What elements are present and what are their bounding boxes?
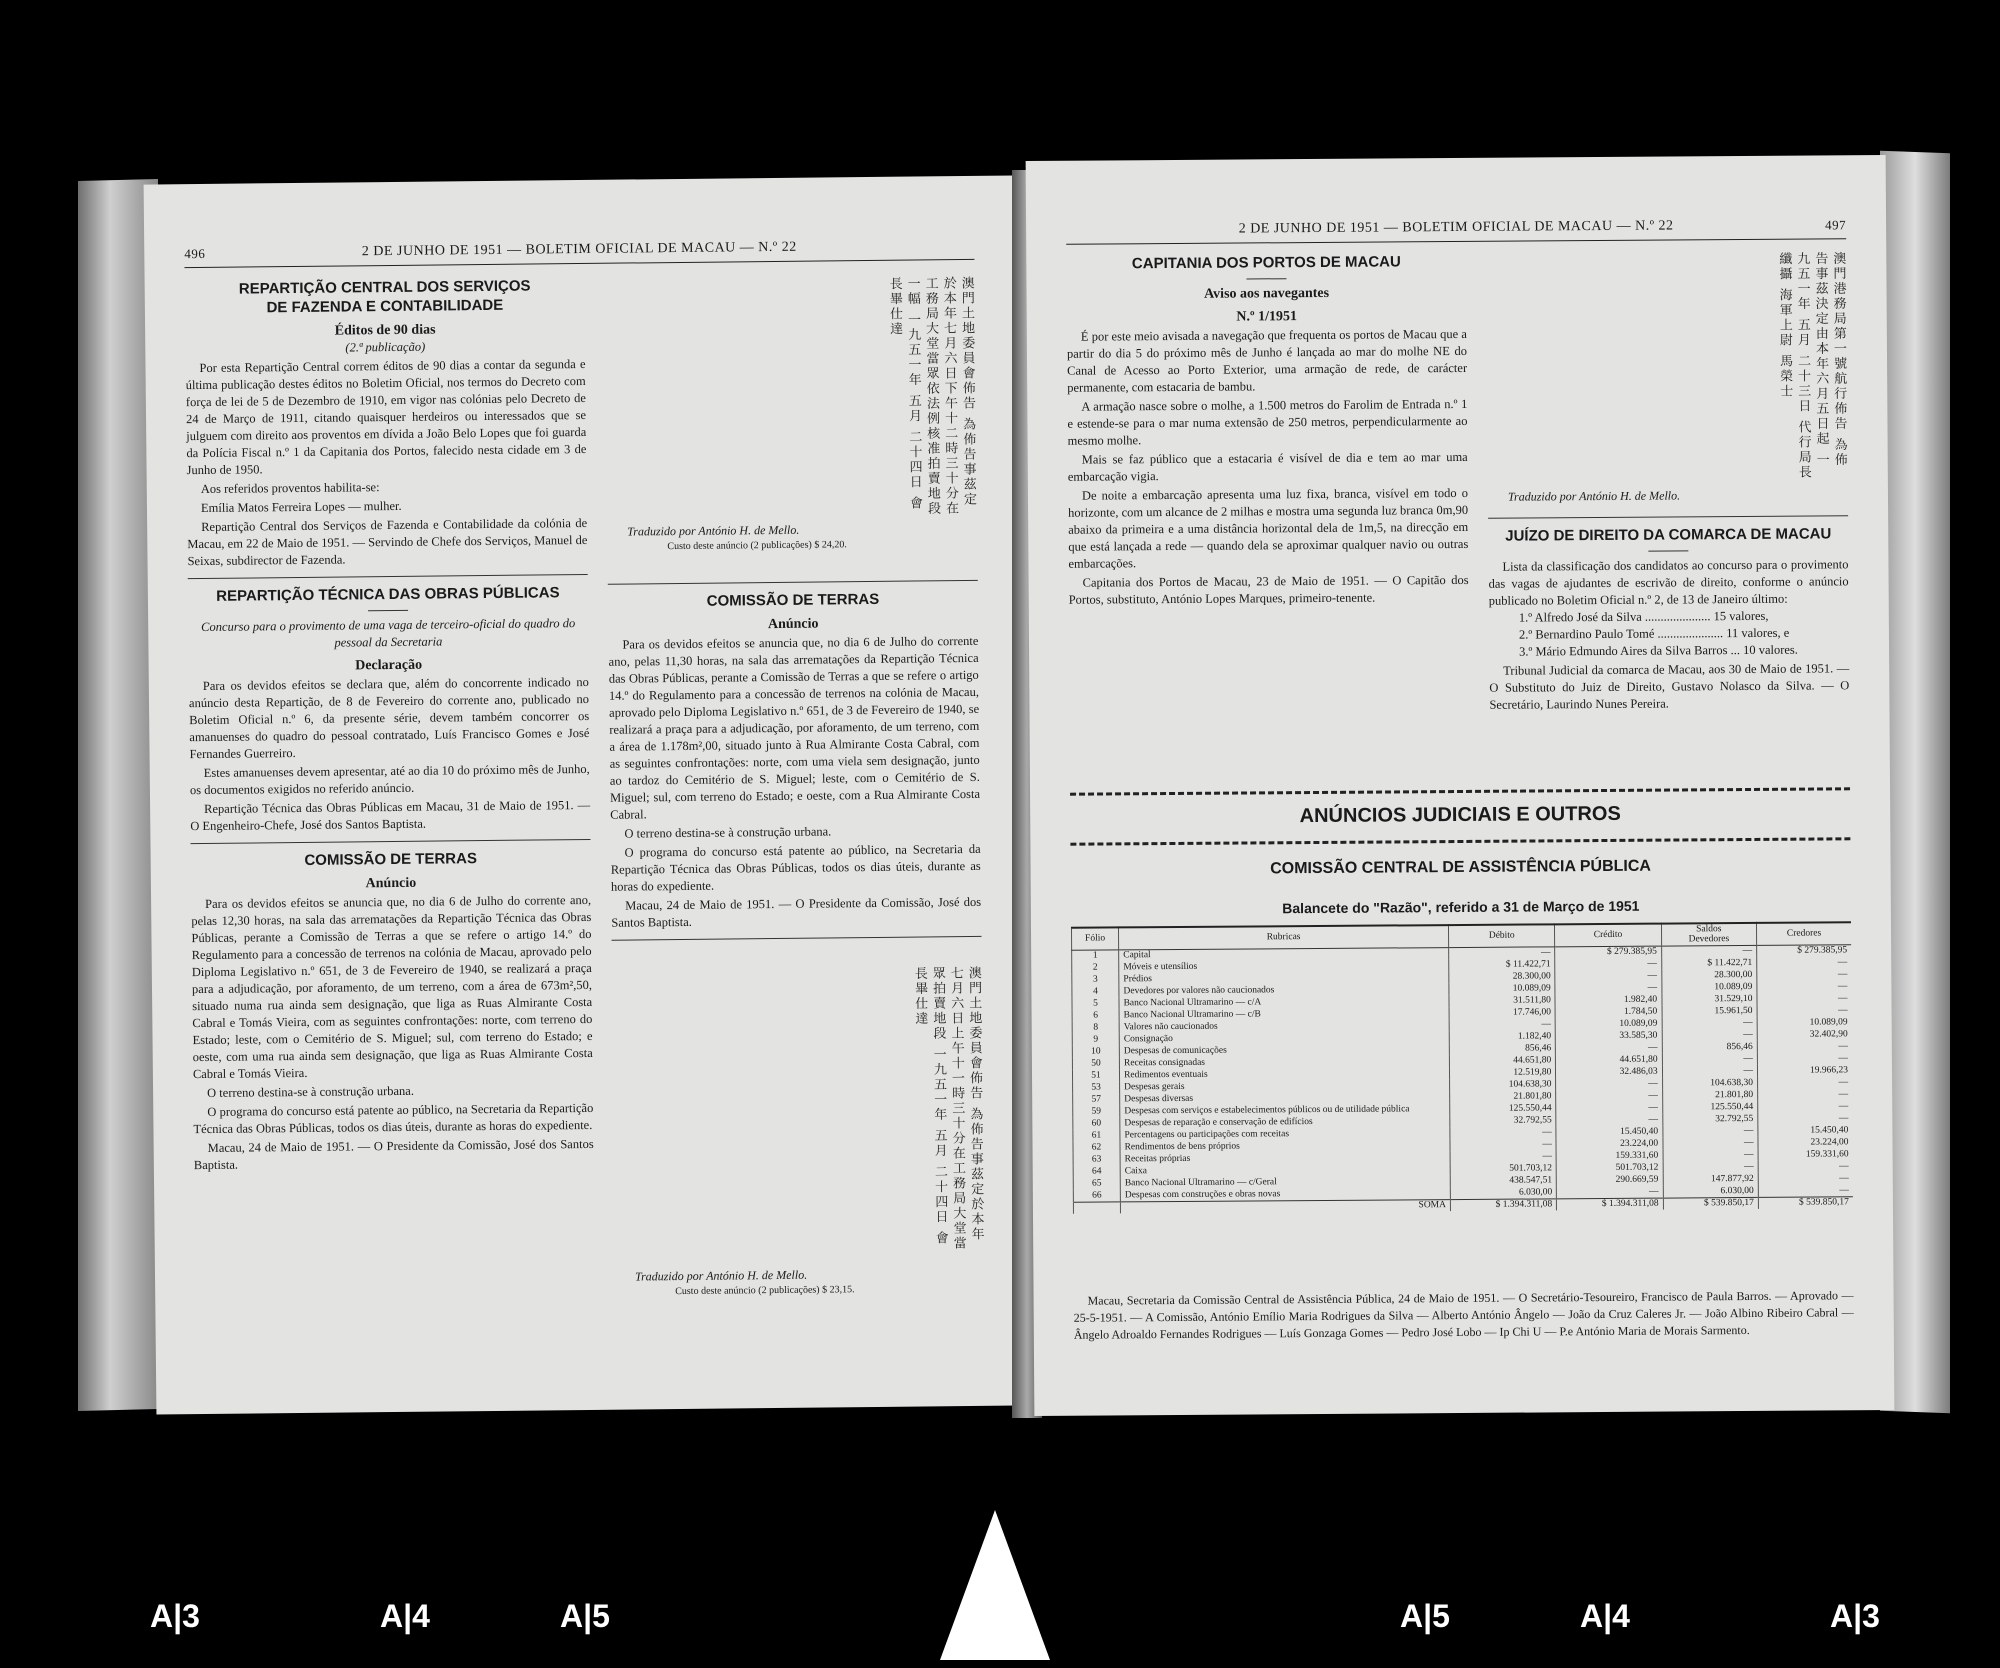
obras-para-3: Repartição Técnica das Obras Públicas em Macau, 31 de Maio de 1951. — O Engenheiro-Chefe, José dos Santos Baptista. xyxy=(190,797,591,834)
credito-cell: — xyxy=(1556,1090,1662,1103)
terras-a-para-2: O terreno destina-se à construção urbana. xyxy=(207,1083,415,1100)
capitania-para-4: De noite a embarcação apresenta uma luz fixa, branca, visível em todo o horizonte, com um alcance de 2 milhas e mostra uma segunda luz branca 0m,90 abaixo da primeira e a uma distância horizontal dela de 1m,5, na direcção em que está lançada a rede — quando dela se aproximar qualquer navio ou outras embarcações. xyxy=(1068,485,1469,571)
folio-cell: 61 xyxy=(1073,1129,1120,1141)
fazenda-para-1: Por esta Repartição Central correm éditos de 90 dias a contar da segunda e última publicação destes éditos no Boletim Oficial, nos termos do Decreto com força de lei de 5 de Dezembro de 1910, em vigor nas colónias pelo Decreto de 24 de Março de 1911, citando quaisquer herdeiros ou interessados que se julguem com direito aos proventos em dívida a João Belo Lopes que foi guarda da Polícia Fiscal n.º 1 da Capitania dos Portos, falecido nesta cidade em 3 de Junho de 1950. xyxy=(185,356,587,478)
debito-cell: 32.792,55 xyxy=(1450,1114,1556,1127)
debito-cell: — xyxy=(1449,946,1555,959)
credito-cell: — xyxy=(1556,1042,1662,1055)
debito-cell: 31.511,80 xyxy=(1449,994,1555,1007)
terras-b-para-3: O programa do concurso está patente ao público, na Secretaria da Repartição Técnica das Obras Públicas, todos os dias úteis, durante as horas do expediente. xyxy=(610,841,981,894)
fazenda-para-3: Emília Matos Ferreira Lopes — mulher. xyxy=(200,498,402,516)
devedores-cell: — xyxy=(1661,945,1756,958)
left-column-1 xyxy=(185,276,594,1174)
col-header-folio: Fólio xyxy=(1071,927,1118,949)
devedores-cell: 10.089,09 xyxy=(1662,981,1757,994)
devedores-cell: — xyxy=(1662,1029,1757,1042)
cjk-notice-bottom: 澳門土地委員會佈告 為佈告事茲定於本年七月六日上午十一時三十分在工務局大堂當眾拍賣地段 一九五一年 五月 二十四日 會長畢仕達 xyxy=(911,965,984,1252)
folio-cell: 53 xyxy=(1073,1081,1120,1093)
devedores-cell: 147.877,92 xyxy=(1663,1173,1758,1186)
rubrica-cell: Valores não caucionados xyxy=(1119,1019,1449,1033)
credito-cell: — xyxy=(1555,958,1661,971)
credores-cell: — xyxy=(1757,980,1852,993)
capitania-para-5: Capitania dos Portos de Macau, 23 de Maio de 1951. — O Capitão dos Portos, substituto, António Lopes Marques, primeiro-tenente. xyxy=(1068,572,1469,607)
credores-cell: $ 279.385,95 xyxy=(1757,944,1852,957)
obras-title: REPARTIÇÃO TÉCNICA DAS OBRAS PÚBLICAS xyxy=(216,584,560,605)
col-header-credito: Crédito xyxy=(1555,924,1661,947)
col-header-credores: Credores xyxy=(1756,922,1851,945)
folio-cell: 5 xyxy=(1072,997,1119,1009)
credito-cell: — xyxy=(1555,982,1661,995)
total-folio-cell xyxy=(1073,1201,1120,1213)
debito-cell: — xyxy=(1449,1018,1555,1031)
devedores-cell: — xyxy=(1662,1065,1757,1078)
debito-cell: 44.651,80 xyxy=(1449,1054,1555,1067)
rubrica-cell: Receitas próprias xyxy=(1120,1151,1450,1165)
devedores-cell: 28.300,00 xyxy=(1661,969,1756,982)
cjk-notice-top: 澳門土地委員會佈告 為佈告事茲定於本年七月六日下午十二時三十分在工務局大堂當眾依法例核准拍賣地段一幅 一九五一年 五月 二十四日 會長畢仕達 xyxy=(886,275,977,517)
folio-cell: 62 xyxy=(1073,1141,1120,1153)
divider xyxy=(188,574,588,579)
film-mark: A|3 xyxy=(1830,1598,1880,1634)
anuncios-title: ANÚNCIOS JUDICIAIS E OUTROS xyxy=(1299,802,1621,828)
folio-cell: 63 xyxy=(1073,1153,1120,1165)
fazenda-title-1: REPARTIÇÃO CENTRAL DOS SERVIÇOS xyxy=(238,277,531,298)
total-debito: $ 1.394.311,08 xyxy=(1450,1198,1556,1211)
devedores-label: Devedores xyxy=(1688,934,1730,945)
debito-cell: 1.182,40 xyxy=(1449,1030,1555,1043)
devedores-cell: — xyxy=(1662,1017,1757,1030)
credito-cell: 290.669,59 xyxy=(1557,1174,1663,1187)
credito-cell: 1.784,50 xyxy=(1555,1006,1661,1019)
divider xyxy=(368,610,408,611)
balancete-body xyxy=(1072,944,1853,1201)
fazenda-title-2: DE FAZENDA E CONTABILIDADE xyxy=(266,296,504,317)
credores-cell: 19.966,23 xyxy=(1757,1064,1852,1077)
divider xyxy=(1246,278,1286,279)
debito-cell: 10.089,09 xyxy=(1449,982,1555,995)
folio-cell: 6 xyxy=(1072,1009,1119,1021)
credores-cell: — xyxy=(1757,1052,1852,1065)
total-devedores: $ 539.850,17 xyxy=(1663,1197,1758,1210)
total-credito: $ 1.394.311,08 xyxy=(1557,1198,1663,1211)
rubrica-cell: Banco Nacional Ultramarino — c/B xyxy=(1119,1007,1449,1021)
film-mark: A|4 xyxy=(380,1598,430,1634)
fazenda-subtitle: Éditos de 90 dias xyxy=(334,322,436,339)
devedores-cell: $ 11.422,71 xyxy=(1661,957,1756,970)
debito-cell: 6.030,00 xyxy=(1450,1186,1556,1199)
folio-cell: 10 xyxy=(1072,1045,1119,1057)
assistencia-title: COMISSÃO CENTRAL DE ASSISTÊNCIA PÚBLICA xyxy=(1270,857,1652,878)
capitania-para-2: A armação nasce sobre o molhe, a 1.500 metros do Farolim de Entrada n.º 1 e estende-se para o mar numa extensão de 250 metros, perpendicularmente ao mesmo molhe. xyxy=(1067,396,1468,448)
credito-cell: — xyxy=(1557,1186,1663,1199)
balancete-table xyxy=(1071,921,1853,1213)
center-marker-triangle xyxy=(940,1510,1050,1660)
credito-cell: — xyxy=(1556,1078,1662,1091)
capitania-para-1: É por este meio avisada a navegação que frequenta os portos de Macau que a partir do dia 5 do próximo mês de Junho é lançada ao mar do molhe NE do Canal de Acesso ao Porto Exterior, uma armação de rede, de carácter permanente, com estacaria de bambu. xyxy=(1066,326,1468,395)
obras-para-2: Estes amanuenses devem apresentar, até ao dia 10 do próximo mês de Junho, os documentos exigidos no referido anúncio. xyxy=(189,761,590,798)
rubrica-cell: Despesas de comunicações xyxy=(1119,1043,1449,1057)
candidate-line: 3.º Mário Edmundo Aires da Silva Barros ... 10 valores. xyxy=(1519,642,1798,659)
rubrica-cell: Caixa xyxy=(1120,1163,1450,1177)
fazenda-para-4: Repartição Central dos Serviços de Fazenda e Contabilidade da colónia de Macau, em 22 de Maio de 1951. — Servindo de Chefe dos Serviços, Manuel de Seixas, subdirector de Fazenda. xyxy=(187,515,588,569)
debito-cell: — xyxy=(1450,1150,1556,1163)
credito-cell: $ 279.385,95 xyxy=(1555,946,1661,959)
credores-cell: — xyxy=(1757,968,1852,981)
col-header-debito: Débito xyxy=(1449,924,1555,947)
credores-cell: — xyxy=(1758,1184,1853,1197)
credores-cell: — xyxy=(1758,1088,1853,1101)
rubrica-cell: Banco Nacional Ultramarino — c/Geral xyxy=(1120,1175,1450,1189)
fazenda-subtitle-2: (2.ª publicação) xyxy=(345,339,426,355)
cjk-top-caption: Traduzido por António H. de Mello. xyxy=(627,522,800,539)
devedores-cell: — xyxy=(1663,1161,1758,1174)
film-mark: A|5 xyxy=(560,1598,610,1634)
credores-cell: — xyxy=(1757,1004,1852,1017)
capitania-title: CAPITANIA DOS PORTOS DE MACAU xyxy=(1131,253,1401,273)
film-mark: A|3 xyxy=(150,1598,200,1634)
credito-cell: 1.982,40 xyxy=(1555,994,1661,1007)
devedores-cell: 104.638,30 xyxy=(1662,1077,1757,1090)
page-number-left: 496 xyxy=(184,245,206,262)
film-mark: A|5 xyxy=(1400,1598,1450,1634)
devedores-cell: 856,46 xyxy=(1662,1041,1757,1054)
folio-cell: 65 xyxy=(1073,1177,1120,1189)
rubrica-cell: Despesas diversas xyxy=(1120,1091,1450,1105)
devedores-cell: 15.961,50 xyxy=(1662,1005,1757,1018)
capitania-number: N.º 1/1951 xyxy=(1236,309,1298,325)
cjk-bottom-caption: Traduzido por António H. de Mello. xyxy=(634,1267,808,1284)
folio-cell: 4 xyxy=(1072,985,1119,997)
juizo-title: JUÍZO DE DIREITO DA COMARCA DE MACAU xyxy=(1505,525,1832,545)
divider xyxy=(612,936,982,941)
cjk-navigation-notice: 澳門港務局第一號航行佈告 為佈告事茲決定由本年六月五日起 一九五一年 五月 二十三日 代行局長 纖攝 海軍上尉 馬榮士 xyxy=(1776,251,1847,481)
rubrica-cell: Despesas com serviços e estabelecimentos públicos ou de utilidade pública xyxy=(1120,1103,1450,1117)
devedores-cell: — xyxy=(1663,1137,1758,1150)
credores-cell: — xyxy=(1758,1112,1853,1125)
fazenda-para-2: Aos referidos proventos habilita-se: xyxy=(200,480,380,497)
credito-cell: — xyxy=(1556,1114,1662,1127)
saldos-label: Saldos xyxy=(1696,924,1722,935)
debito-cell: — xyxy=(1450,1126,1556,1139)
divider xyxy=(1648,550,1688,551)
debito-cell: $ 11.422,71 xyxy=(1449,958,1555,971)
left-column-2 xyxy=(608,572,982,949)
capitania-heading: Aviso aos navegantes xyxy=(1204,285,1330,302)
devedores-cell: 21.801,80 xyxy=(1662,1089,1757,1102)
credores-cell: — xyxy=(1757,1076,1852,1089)
rubrica-cell: Móveis e utensílios xyxy=(1119,959,1449,973)
rubrica-cell: Percentagens ou participações com receitas xyxy=(1120,1127,1450,1141)
credores-cell: 10.089,09 xyxy=(1757,1016,1852,1029)
running-head-right xyxy=(1066,217,1846,244)
divider xyxy=(190,839,590,844)
terras-a-para-4: Macau, 24 de Maio de 1951. — O Presidente da Comissão, José dos Santos Baptista. xyxy=(193,1136,594,1173)
terras-b-heading: Anúncio xyxy=(767,616,819,633)
rubrica-cell: Banco Nacional Ultramarino — c/A xyxy=(1119,995,1449,1009)
right-page xyxy=(1026,155,1895,1416)
right-column-1 xyxy=(1066,252,1468,609)
divider xyxy=(1488,515,1848,519)
devedores-cell: — xyxy=(1663,1149,1758,1162)
folio-cell: 59 xyxy=(1073,1105,1120,1117)
debito-cell: 856,46 xyxy=(1449,1042,1555,1055)
total-label: SOMA xyxy=(1120,1199,1450,1213)
cjk-bottom-cost: Custo deste anúncio (2 publicações) $ 23,15. xyxy=(675,1284,855,1298)
rubrica-cell: Redimentos eventuais xyxy=(1120,1067,1450,1081)
rubrica-cell: Consignação xyxy=(1119,1031,1449,1045)
credito-cell: 44.651,80 xyxy=(1556,1054,1662,1067)
credores-cell: 15.450,40 xyxy=(1758,1124,1853,1137)
debito-cell: — xyxy=(1450,1138,1556,1151)
running-head-text-left: 2 DE JUNHO DE 1951 — BOLETIM OFICIAL DE MACAU — N.º 22 xyxy=(361,239,797,260)
devedores-cell: 125.550,44 xyxy=(1662,1101,1757,1114)
cjk-top-cost: Custo deste anúncio (2 publicações) $ 24,20. xyxy=(667,539,847,553)
divider xyxy=(608,580,978,585)
dashed-rule-top xyxy=(1070,787,1850,795)
terras-a-heading: Anúncio xyxy=(365,875,417,892)
devedores-cell: 32.792,55 xyxy=(1662,1113,1757,1126)
credores-cell: — xyxy=(1757,956,1852,969)
credores-cell: — xyxy=(1758,1160,1853,1173)
folio-cell: 1 xyxy=(1072,949,1119,961)
folio-cell: 9 xyxy=(1072,1033,1119,1045)
credores-cell: 23.224,00 xyxy=(1758,1136,1853,1149)
terras-b-para-4: Macau, 24 de Maio de 1951. — O Presidente da Comissão, José dos Santos Baptista. xyxy=(611,894,982,930)
col-header-rubricas: Rubricas xyxy=(1119,925,1449,949)
credores-cell: — xyxy=(1758,1100,1853,1113)
devedores-cell: 6.030,00 xyxy=(1663,1185,1758,1198)
credito-cell: 15.450,40 xyxy=(1556,1126,1662,1139)
rubrica-cell: Devedores por valores não caucionados xyxy=(1119,983,1449,997)
balancete-title: Balancete do "Razão", referido a 31 de Março de 1951 xyxy=(1282,897,1640,917)
film-mark: A|4 xyxy=(1580,1598,1630,1634)
folio-cell: 3 xyxy=(1072,973,1119,985)
debito-cell: 104.638,30 xyxy=(1450,1078,1556,1091)
debito-cell: 17.746,00 xyxy=(1449,1006,1555,1019)
page-number-right: 497 xyxy=(1825,217,1847,233)
rubrica-cell: Despesas gerais xyxy=(1120,1079,1450,1093)
running-head-left xyxy=(184,238,974,268)
rubrica-cell: Capital xyxy=(1119,947,1449,961)
terras-b-para-1: Para os devidos efeitos se anuncia que, no dia 6 de Julho do corrente ano, pelas 11,30 horas, na sala das arrematações da Repartição Técnica das Obras Públicas, perante a Comissão de Terras a que se refere o artigo 14.º do Regulamento para a concessão de terrenos na colónia de Macau, aprovado pelo Diploma Legislativo n.º 651, de 3 de Fevereiro de 1940, se realizará a praça para a adjudicação, por aforamento, de um terreno, com a área de 1.178m²,00, situado junto à Rua Almirante Costa Cabral, com as seguintes confrontações: norte, com uma viela sem designação, junto ao tardoz do Cemitério de S. Miguel; leste, com o Cemitério de S. Miguel; sul, com terreno do Estado; e oeste, com a Rua Almirante Costa Cabral. xyxy=(608,633,981,822)
credito-cell: 23.224,00 xyxy=(1556,1138,1662,1151)
credores-cell: — xyxy=(1757,1040,1852,1053)
rubrica-cell: Despesas com construções e obras novas xyxy=(1120,1187,1450,1201)
credito-cell: 159.331,60 xyxy=(1556,1150,1662,1163)
juizo-para-1: Lista da classificação dos candidatos ao concurso para o provimento das vagas de ajudantes de escrivão de direito, conforme o anúncio publicado no Boletim Oficial n.º 2, de 13 de Janeiro último: xyxy=(1488,557,1849,608)
running-head-text-right: 2 DE JUNHO DE 1951 — BOLETIM OFICIAL DE MACAU — N.º 22 xyxy=(1238,218,1674,237)
folio-cell: 64 xyxy=(1073,1165,1120,1177)
folio-cell: 51 xyxy=(1072,1069,1119,1081)
right-column-2 xyxy=(1488,507,1849,714)
credito-cell: — xyxy=(1556,1102,1662,1115)
credito-cell: 501.703,12 xyxy=(1556,1162,1662,1175)
credores-cell: 32.402,90 xyxy=(1757,1028,1852,1041)
rubrica-cell: Rendimentos de bens próprios xyxy=(1120,1139,1450,1153)
folio-cell: 66 xyxy=(1073,1189,1120,1201)
assistencia-closing: Macau, Secretaria da Comissão Central de Assistência Pública, 24 de Maio de 1951. — O Secretário-Tesoureiro, Francisco de Paula Barros. — Aprovado — 25-5-1951. — A Comissão, António Emílio Maria Rodrigues da Silva — Alberto António Ângelo — João da Cruz Caleres Jr. — João Albino Ribeiro Cabral — Ângelo Adroaldo Fernandes Rodrigues — Luís Gonzaga Gomes — Pedro José Lobo — Ip Chi U — P.e António Maria de Morais Sarmento. xyxy=(1073,1288,1854,1342)
credito-cell: 10.089,09 xyxy=(1555,1018,1661,1031)
folio-cell: 50 xyxy=(1072,1057,1119,1069)
candidate-line: 1.º Alfredo José da Silva ..................... 15 valores, xyxy=(1518,608,1769,625)
devedores-cell: — xyxy=(1662,1053,1757,1066)
debito-cell: 438.547,51 xyxy=(1450,1174,1556,1187)
left-page xyxy=(144,175,1027,1414)
rubrica-cell: Prédios xyxy=(1119,971,1449,985)
candidate-line: 2.º Bernardino Paulo Tomé ..................... 11 valores, e xyxy=(1518,625,1790,642)
debito-cell: 125.550,44 xyxy=(1450,1102,1556,1115)
devedores-cell: 31.529,10 xyxy=(1662,993,1757,1006)
terras-b-para-2: O terreno destina-se à construção urbana. xyxy=(624,824,832,841)
folio-cell: 8 xyxy=(1072,1021,1119,1033)
cjk-navigation-caption: Traduzido por António H. de Mello. xyxy=(1507,488,1681,504)
capitania-para-3: Mais se faz público que a estacaria é visível de dia e tem ao mar uma embarcação vigia. xyxy=(1067,449,1468,484)
credores-cell: 159.331,60 xyxy=(1758,1148,1853,1161)
obras-subtitle: Concurso para o provimento de uma vaga de terceiro-oficial do quadro do pessoal da Secretaria xyxy=(201,616,576,650)
rubrica-cell: Despesas de reparação e conservação de edifícios xyxy=(1120,1115,1450,1129)
total-credores: $ 539.850,17 xyxy=(1758,1196,1853,1209)
folio-cell: 60 xyxy=(1073,1117,1120,1129)
folio-cell: 57 xyxy=(1073,1093,1120,1105)
dashed-rule-bottom xyxy=(1070,837,1850,845)
juizo-para-2: Tribunal Judicial da comarca de Macau, aos 30 de Maio de 1951. — O Substituto do Juiz de Direito, Gustavo Nolasco da Silva. — O Secretário, Laurindo Nunes Pereira. xyxy=(1489,661,1850,712)
rubrica-cell: Receitas consignadas xyxy=(1119,1055,1449,1069)
terras-a-para-3: O programa do concurso está patente ao público, na Secretaria da Repartição Técnica das Obras Públicas, todos os dias úteis, durante as horas do expediente. xyxy=(193,1100,594,1137)
debito-cell: 28.300,00 xyxy=(1449,970,1555,983)
credito-cell: — xyxy=(1555,970,1661,983)
col-header-devedores xyxy=(1661,923,1756,946)
credito-cell: 33.585,30 xyxy=(1556,1030,1662,1043)
debito-cell: 21.801,80 xyxy=(1450,1090,1556,1103)
credito-cell: 32.486,03 xyxy=(1556,1066,1662,1079)
debito-cell: 501.703,12 xyxy=(1450,1162,1556,1175)
obras-heading: Declaração xyxy=(355,657,423,674)
debito-cell: 12.519,80 xyxy=(1450,1066,1556,1079)
obras-para-1: Para os devidos efeitos se declara que, além do concorrente indicado no anúncio desta Repartição, de 8 de Fevereiro do corrente ano, publicado no Boletim Oficial n.º 6, da presente série, devem também concorrer os amanuenses do quadro do pessoal contratado, Luís Francisco Gomes e José Fernandes Guerreiro. xyxy=(188,674,590,762)
terras-a-para-1: Para os devidos efeitos se anuncia que, no dia 6 de Julho do corrente ano, pelas 12,30 horas, na sala das arrematações da Repartição Técnica das Obras Públicas, perante a Comissão de Terras a que se refere o artigo 14.º do Regulamento para a concessão de terrenos na colónia de Macau, aprovado pelo Diploma Legislativo n.º 651, de 3 de Fevereiro de 1940, se realizará a praça para a adjudicação, por aforamento, de um terreno, com a área de 673m²,50, situado numa rua ainda sem designação, que liga as Ruas Almirante Costa Cabral e Tomás Vieira, com as seguintes confrontações: norte, com terreno do Estado; leste, com o Cemitério de S. Miguel; sul, com terreno do Estado; e oeste, com uma rua ainda sem designação, que liga as Ruas Almirante Costa Cabral e Tomás Vieira. xyxy=(191,892,593,1082)
terras-b-title: COMISSÃO DE TERRAS xyxy=(706,590,880,610)
devedores-cell: — xyxy=(1663,1125,1758,1138)
credores-cell: — xyxy=(1758,1172,1853,1185)
credores-cell: — xyxy=(1757,992,1852,1005)
terras-a-title: COMISSÃO DE TERRAS xyxy=(304,850,477,869)
folio-cell: 2 xyxy=(1072,961,1119,973)
